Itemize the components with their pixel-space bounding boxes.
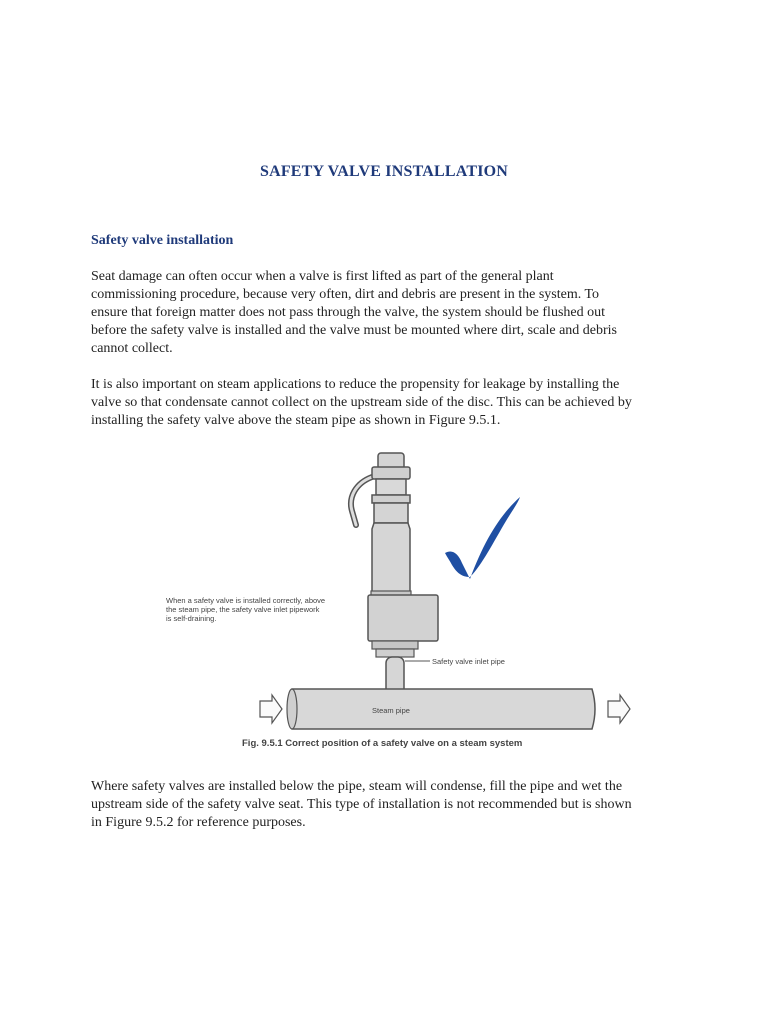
figure-note-line: the steam pipe, the safety valve inlet pipework — [166, 605, 320, 614]
section-heading: Safety valve installation — [91, 233, 234, 248]
figure-caption: Fig. 9.5.1 Correct position of a safety valve on a steam system — [242, 738, 523, 749]
paragraph-line: upstream side of the safety valve seat. This type of installation is not recommended but is shown — [91, 797, 632, 812]
paragraph-line: It is also important on steam applications to reduce the propensity for leakage by installing the — [91, 377, 620, 392]
paragraph-line: Where safety valves are installed below the pipe, steam will condense, fill the pipe and wet the — [91, 779, 623, 794]
flow-arrow-in-icon — [260, 695, 282, 723]
check-mark-icon — [445, 497, 520, 579]
figure-note-line: When a safety valve is installed correctly, above — [166, 596, 326, 605]
paragraph-2 — [91, 376, 681, 430]
figure-note-line: is self-draining. — [166, 614, 217, 623]
paragraph-line: ensure that foreign matter does not pass through the valve, the system should be flushed out — [91, 305, 606, 320]
figure-illustration — [160, 445, 640, 755]
figure-safety-valve — [160, 445, 640, 755]
steam-pipe — [288, 689, 595, 729]
paragraph-line: commissioning procedure, because very often, dirt and debris are present in the system. To — [91, 287, 600, 302]
valve-bonnet — [372, 523, 410, 593]
paragraph-line: Seat damage can often occur when a valve is first lifted as part of the general plant — [91, 269, 554, 284]
paragraph-line: before the safety valve is installed and the valve must be mounted where dirt, scale and debris — [91, 323, 617, 338]
page-title: SAFETY VALVE INSTALLATION — [259, 163, 509, 180]
paragraph-line: installing the safety valve above the steam pipe as shown in Figure 9.5.1. — [91, 413, 501, 428]
inlet-pipe-label: Safety valve inlet pipe — [432, 657, 505, 666]
paragraph-line: in Figure 9.5.2 for reference purposes. — [91, 815, 306, 830]
flow-arrow-out-icon — [608, 695, 630, 723]
paragraph-1 — [91, 268, 681, 358]
steam-pipe-label: Steam pipe — [372, 706, 410, 715]
paragraph-line: valve so that condensate cannot collect on the upstream side of the disc. This can be achieved by — [91, 395, 632, 410]
paragraph-line: cannot collect. — [91, 341, 173, 356]
valve-body — [368, 595, 438, 641]
paragraph-3 — [91, 778, 681, 832]
